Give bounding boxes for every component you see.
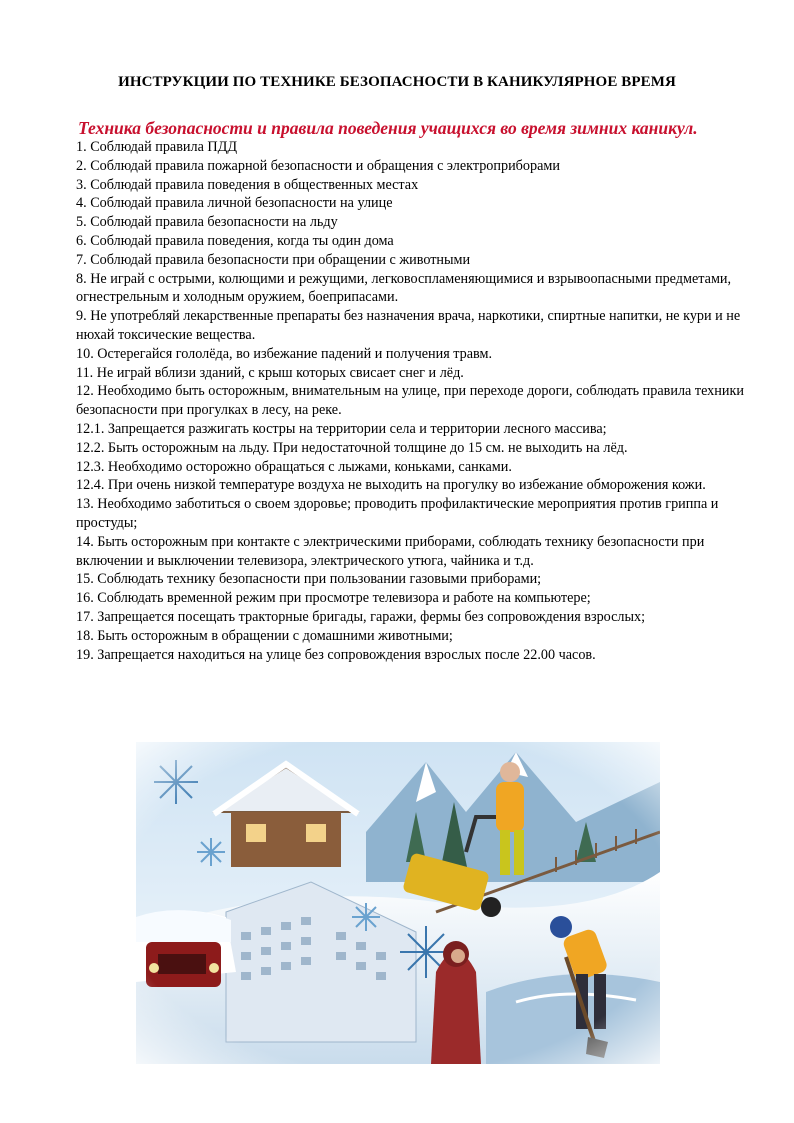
rule-item: 12.1. Запрещается разжигать костры на территории села и территории лесного массива; bbox=[76, 420, 607, 437]
rule-item: 1. Соблюдай правила ПДД bbox=[76, 139, 238, 155]
rule-item: 5. Соблюдай правила безопасности на льду bbox=[76, 214, 338, 231]
rule-item: 14. Быть осторожным при контакте с электрическими приборами, соблюдать технику безопасности при включении и выключении телевизора, электрического утюга, чайника и т.д. bbox=[76, 533, 705, 569]
rule-item: 6. Соблюдай правила поведения, когда ты один дома bbox=[76, 232, 394, 249]
rule-item: 10. Остерегайся гололёда, во избежание падений и получения травм. bbox=[76, 345, 493, 362]
rule-item: 13. Необходимо заботиться о своем здоровье; проводить профилактические мероприятия против гриппа и простуды; bbox=[76, 496, 719, 531]
rule-item: 17. Запрещается посещать тракторные бригады, гаражи, фермы без сопровождения взрослых; bbox=[76, 608, 646, 625]
rule-item: 9. Не употребляй лекарственные препараты без назначения врача, наркотики, спиртные напитки, не кури и не нюхай токсические вещества. bbox=[76, 308, 741, 343]
rule-item: 3. Соблюдай правила поведения в общественных местах bbox=[76, 176, 419, 193]
rule-item: 12. Необходимо быть осторожным, внимательным на улице, при переходе дороги, соблюдать правила техники безопасности при прогулках в лесу, на реке. bbox=[76, 383, 744, 419]
rule-item: 8. Не играй с острыми, колющими и режущими, легковоспламеняющимися и взрывоопасными предметами, огнестрельным и холодным оружием, боеприпасами. bbox=[76, 270, 732, 306]
rule-item: 2. Соблюдай правила пожарной безопасности и обращения с электроприборами bbox=[76, 157, 560, 174]
rule-item: 15. Соблюдать технику безопасности при пользовании газовыми приборами; bbox=[76, 571, 542, 588]
rule-item: 12.3. Необходимо осторожно обращаться с лыжами, коньками, санками. bbox=[76, 458, 512, 475]
rules-list bbox=[76, 138, 756, 664]
rule-item: 4. Соблюдай правила личной безопасности на улице bbox=[76, 195, 393, 212]
rule-item: 16. Соблюдать временной режим при просмотре телевизора и работе на компьютере; bbox=[76, 590, 591, 607]
document-title: ИНСТРУКЦИИ ПО ТЕХНИКЕ БЕЗОПАСНОСТИ В КАНИКУЛЯРНОЕ ВРЕМЯ bbox=[118, 74, 676, 90]
rule-item: 12.4. При очень низкой температуре воздуха не выходить на прогулку во избежание обморожения кожи. bbox=[76, 477, 706, 494]
rule-item: 12.2. Быть осторожным на льду. При недостаточной толщине до 15 см. не выходить на лёд. bbox=[76, 439, 628, 456]
rule-item: 18. Быть осторожным в обращении с домашними животными; bbox=[76, 627, 453, 644]
rule-item: 19. Запрещается находиться на улице без сопровождения взрослых после 22.00 часов. bbox=[76, 646, 596, 663]
rule-item: 7. Соблюдай правила безопасности при обращении с животными bbox=[76, 251, 471, 268]
rule-item: 11. Не играй вблизи зданий, с крыш которых свисает снег и лёд. bbox=[76, 364, 464, 381]
document-subtitle: Техника безопасности и правила поведения учащихся во время зимних каникул. bbox=[78, 118, 698, 138]
winter-safety-illustration bbox=[136, 742, 660, 1064]
